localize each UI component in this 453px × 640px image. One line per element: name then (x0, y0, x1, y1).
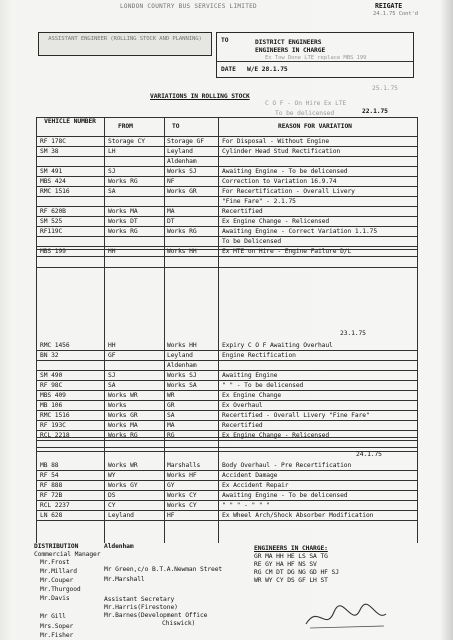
row-rule (36, 166, 418, 167)
row-rule (36, 216, 418, 217)
col-reason: REASON FOR VARIATION (278, 123, 352, 130)
cell-reason: " " " - " " " (222, 502, 270, 509)
row-rule (36, 360, 418, 361)
cell-to: Works GR (167, 188, 197, 195)
continued-ref: 24.1.75 Cont'd (373, 11, 418, 17)
block-rule (36, 267, 418, 268)
cell-vehicle: RF119C (40, 228, 63, 235)
cell-from: Works (108, 402, 127, 409)
col-from: FROM (118, 123, 133, 130)
row-rule (36, 370, 418, 371)
cell-reason: Ex Overhaul (222, 402, 263, 409)
eic-row-3: RG CM DT DG NG GD HF SJ (254, 569, 339, 576)
cell-from: Works RG (108, 228, 138, 235)
dist-mid-1: Mr.Marshall (104, 576, 145, 583)
cell-to: Aldenham (167, 158, 197, 165)
cell-to: MA (167, 422, 175, 429)
distribution-title: DISTRIBUTION (34, 543, 79, 550)
dist-firestone: Mr.Harris(Firestone) (104, 604, 178, 611)
dist-name-2: Mr.Couper (40, 577, 74, 584)
cell-from: Works DT (108, 218, 138, 225)
cell-from: Works WR (108, 462, 138, 469)
row-rule (36, 430, 418, 431)
cell-to: Marshalls (167, 462, 201, 469)
dist-name-3: Mr.Thurgood (40, 586, 81, 593)
dist-name-1: Mr.Millard (40, 568, 77, 575)
cell-to: Works SJ (167, 372, 197, 379)
cell-to: SA (167, 412, 175, 419)
faint-cof-note: C O F - On Hire Ex LTE (265, 100, 347, 107)
cell-to: Works HH (167, 342, 197, 349)
row-rule (36, 350, 418, 351)
cell-reason: Ex Engine Change - Relicensed (222, 218, 330, 225)
cell-to: MA (167, 208, 175, 215)
cell-vehicle: RF 620B (40, 208, 66, 215)
cell-to: Works HH (167, 248, 197, 255)
cell-from: SA (108, 382, 116, 389)
cell-vehicle: SM 525 (40, 218, 63, 225)
block-rule (36, 249, 418, 250)
signature-mark (300, 602, 390, 632)
row-rule (36, 520, 418, 521)
cell-to: Storage GF (167, 138, 204, 145)
row-rule (36, 196, 418, 197)
cell-from: SA (108, 188, 116, 195)
row-rule (36, 256, 418, 257)
cell-to: WR (167, 392, 175, 399)
from-box (38, 32, 212, 56)
date-23: 23.1.75 (340, 330, 366, 337)
cell-vehicle: RF 98C (40, 382, 63, 389)
dist-left2-0: Mr Gill (40, 613, 66, 620)
row-rule (36, 410, 418, 411)
cell-to: Leyland (167, 148, 193, 155)
row-rule (36, 206, 418, 207)
cell-vehicle: SM 38 (40, 148, 59, 155)
row-rule (36, 246, 418, 247)
commercial-manager: Commercial Manager (34, 551, 101, 558)
cell-vehicle: RF 888 (40, 482, 63, 489)
cell-from: HH (108, 342, 116, 349)
cell-reason: Awaiting Engine - To be delicensed (222, 168, 348, 175)
cell-vehicle: MBS 424 (40, 178, 66, 185)
cell-vehicle: RMC 1456 (40, 342, 70, 349)
cell-from: Leyland (108, 512, 134, 519)
cell-to: Works SA (167, 382, 197, 389)
block-rule (36, 437, 418, 438)
cell-to: Works SJ (167, 168, 197, 175)
cell-reason: Recertified (222, 208, 263, 215)
cell-from: GF (108, 352, 116, 359)
dist-development-office: Mr.Barnes(Development Office (104, 612, 208, 619)
cell-vehicle: LN 628 (40, 512, 63, 519)
cell-vehicle: RCL 2237 (40, 502, 70, 509)
row-rule (36, 490, 418, 491)
cell-from: Works MA (108, 208, 138, 215)
variations-table (36, 117, 418, 543)
cell-reason: Ex Wheel Arch/Shock Absorber Modification (222, 512, 374, 519)
eic-row-4: WR WY CY DS GF LH ST (254, 577, 328, 584)
cell-to: Leyland (167, 352, 193, 359)
cell-vehicle: MB 88 (40, 462, 59, 469)
dist-left2-2: Mr.Fisher (40, 632, 74, 639)
row-rule (36, 440, 418, 441)
faint-delicensed-note: To be delicensed (275, 110, 335, 117)
cell-reason: For Disposal - Without Engine (222, 138, 330, 145)
to-line-2: ENGINEERS IN CHARGE (255, 47, 326, 54)
cell-reason: Awaiting Engine - To be delicensed (222, 492, 348, 499)
cell-to: Aldenham (167, 362, 197, 369)
cell-to: Works RG (167, 228, 197, 235)
row-rule (36, 470, 418, 471)
assistant-secretary: Assistant Secretary (104, 596, 175, 603)
cell-from: DS (108, 492, 116, 499)
cell-from: Works GY (108, 482, 138, 489)
cell-reason: Correction to Variation 16.9.74 (222, 178, 337, 185)
cell-to: Works HF (167, 472, 197, 479)
date-22: 22.1.75 (362, 108, 388, 115)
row-rule (36, 510, 418, 511)
cell-vehicle: RF 72B (40, 492, 63, 499)
cell-reason: To be Delicensed (222, 238, 282, 245)
cell-vehicle: RF 178C (40, 138, 66, 145)
cell-from: Works RG (108, 178, 138, 185)
row-rule (36, 236, 418, 237)
cell-reason: " " - To be delicensed (222, 382, 304, 389)
cell-to: GR (167, 402, 175, 409)
cell-vehicle: BN 32 (40, 352, 59, 359)
dist-chiswick: Chiswick) (162, 620, 196, 627)
cell-from: Works WR (108, 392, 138, 399)
cell-from: Works MA (108, 422, 138, 429)
date-label: DATE (221, 66, 236, 73)
cell-reason: "Fine Fare" - 2.1.75 (222, 198, 296, 205)
cell-to: HF (167, 512, 175, 519)
row-rule (36, 380, 418, 381)
eic-title: ENGINEERS IN CHARGE: (254, 545, 328, 552)
cell-reason: Awaiting Engine - Correct Variation 1.1.75 (222, 228, 378, 235)
cell-reason: Body Overhaul - Pre Recertification (222, 462, 352, 469)
row-rule (36, 226, 418, 227)
dist-name-0: Mr.Frost (40, 559, 70, 566)
dist-left2-1: Mrs.Soper (40, 623, 74, 630)
cell-reason: For Recertification - Overall Livery (222, 188, 355, 195)
cell-from: Works RG (108, 432, 138, 439)
cell-reason: Accident Damage (222, 472, 278, 479)
row-rule (36, 400, 418, 401)
dist-name-4: Mr.Davis (40, 595, 70, 602)
block-rule (36, 447, 418, 448)
cell-reason: Ex Engine Change (222, 392, 282, 399)
location-label: REIGATE (375, 2, 403, 10)
from-title: ASSISTANT ENGINEER (ROLLING STOCK AND PLANNING) (48, 36, 202, 42)
row-rule (36, 186, 418, 187)
cell-vehicle: SM 491 (40, 168, 63, 175)
cell-reason: Ex Engine Change - Relicensed (222, 432, 330, 439)
cell-vehicle: MBS 199 (40, 248, 66, 255)
cell-to: NF (167, 178, 175, 185)
eic-row-1: GR MA HH HE LS SA TG (254, 553, 328, 560)
row-rule (36, 500, 418, 501)
cell-to: DT (167, 218, 175, 225)
document-title: VARIATIONS IN ROLLING STOCK (150, 93, 250, 100)
cell-reason: Expiry C O F Awaiting Overhaul (222, 342, 333, 349)
col-vehicle-number: VEHICLE NUMBER (44, 118, 96, 125)
cell-to: RG (167, 432, 175, 439)
date-24: 24.1.75 (356, 451, 382, 458)
cell-vehicle: RMC 1516 (40, 188, 70, 195)
cell-reason: Cylinder Head Stud Rectification (222, 148, 341, 155)
cell-reason: Awaiting Engine (222, 372, 278, 379)
row-rule (36, 480, 418, 481)
cell-vehicle: MBS 409 (40, 392, 66, 399)
row-rule (36, 176, 418, 177)
company-name: LONDON COUNTRY BUS SERVICES LIMITED (120, 3, 257, 10)
cell-reason: Recertified - Overall Livery "Fine Fare" (222, 412, 370, 419)
row-rule (36, 420, 418, 421)
to-box (216, 32, 414, 78)
to-line-1: DISTRICT ENGINEERS (255, 39, 322, 46)
col-to: TO (172, 123, 180, 130)
cell-from: HH (108, 248, 116, 255)
row-rule (36, 146, 418, 147)
cell-from: CY (108, 502, 116, 509)
row-rule (36, 390, 418, 391)
cell-from: Works GR (108, 412, 138, 419)
distribution-aldenham: Aldenham (104, 543, 134, 550)
cell-to: Works CY (167, 492, 197, 499)
cell-vehicle: MB 106 (40, 402, 63, 409)
row-rule (36, 156, 418, 157)
cell-reason: Ex Accident Repair (222, 482, 289, 489)
dist-mid-0: Mr Green,c/o B.T.A.Newman Street (104, 566, 223, 573)
cell-vehicle: SM 490 (40, 372, 63, 379)
cell-to: GY (167, 482, 175, 489)
to-faint-note: Ex Tow Done LTE replace MBS 199 (265, 55, 367, 61)
cell-reason: Engine Rectification (222, 352, 296, 359)
cell-vehicle: RF 193C (40, 422, 66, 429)
to-label: TO (221, 37, 229, 44)
cell-from: Storage CY (108, 138, 145, 145)
cell-to: Works CY (167, 502, 197, 509)
cell-reason: Recertified (222, 422, 263, 429)
cell-reason: Ex MTE on Hire - Engine Failure D/L (222, 248, 352, 255)
cell-from: LH (108, 148, 116, 155)
cell-vehicle: RF 54 (40, 472, 59, 479)
cell-vehicle: RCL 2218 (40, 432, 70, 439)
cell-from: SJ (108, 372, 116, 379)
faint-date-25: 25.1.75 (372, 85, 398, 92)
cell-vehicle: RMC 1516 (40, 412, 70, 419)
cell-from: WY (108, 472, 116, 479)
eic-row-2: RE GY HA HF NS SV (254, 561, 317, 568)
date-value: W/E 28.1.75 (247, 66, 288, 73)
cell-from: SJ (108, 168, 116, 175)
